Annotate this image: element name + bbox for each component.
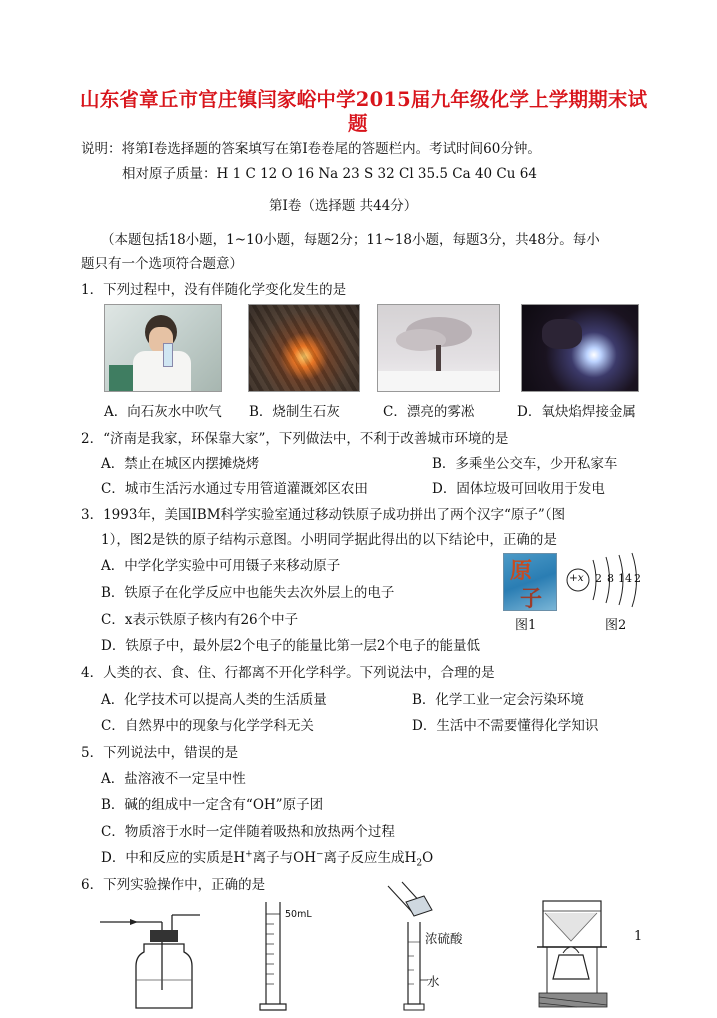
- q4-stem: 4．人类的衣、食、住、行都离不开化学科学。下列说法中，合理的是: [81, 665, 495, 681]
- figure-2-shell-3: 14: [618, 572, 632, 585]
- photo-welding: [521, 304, 639, 392]
- figure-1-char-2: 子: [520, 586, 543, 611]
- q2-option-c: C．城市生活污水通过专用管道灌溉郊区农田: [101, 481, 368, 497]
- q5-option-c: C．物质溶于水时一定伴随着吸热和放热两个过程: [101, 824, 395, 840]
- q4-option-a: A．化学技术可以提高人类的生活质量: [101, 692, 327, 708]
- q4-option-b: B．化学工业一定会污染环境: [412, 692, 584, 708]
- q2-stem: 2．“济南是我家，环保靠大家”，下列做法中，不利于改善城市环境的是: [81, 431, 509, 447]
- q5-stem: 5．下列说法中，错误的是: [81, 745, 239, 761]
- figure-1-image: [503, 553, 557, 611]
- figure-1-char-1: 原: [510, 558, 533, 584]
- q2-option-b: B．多乘坐公交车，少开私家车: [432, 456, 618, 472]
- q2-option-d: D．固体垃圾可回收用于发电: [432, 481, 605, 497]
- section-title: 第Ⅰ卷（选择题 共44分）: [269, 198, 418, 214]
- q4-option-d: D．生活中不需要懂得化学知识: [412, 718, 599, 734]
- title-line-1: 山东省章丘市官庄镇闫家峪中学2015届九年级化学上学期期末试: [80, 88, 648, 111]
- beaker-heating-setup: [537, 897, 617, 1015]
- section-note-1: （本题包括18小题，1~10小题，每题2分；11~18小题，每题3分，共48分。每小: [101, 232, 600, 248]
- q1-stem: 1．下列过程中，没有伴随化学变化发生的是: [81, 282, 347, 298]
- photo-lime-kiln: [248, 304, 360, 392]
- q5-option-a: A．盐溶液不一定呈中性: [101, 771, 246, 787]
- page-number: 1: [634, 929, 643, 944]
- q5-d-sup-2: −: [316, 849, 324, 860]
- title-line-2: 题: [348, 112, 368, 135]
- q2-option-a: A．禁止在城区内摆摊烧烤: [101, 456, 260, 472]
- q1-option-c: C．漂亮的雾凇: [383, 404, 475, 420]
- cylinder-label: 50mL: [285, 909, 312, 920]
- q1-option-d: D．氧炔焰焊接金属: [517, 404, 636, 420]
- figure-2-shell-2: 8: [607, 572, 614, 585]
- instructions: 说明：将第Ⅰ卷选择题的答案填写在第Ⅰ卷卷尾的答题栏内。考试时间60分钟。: [81, 141, 541, 157]
- q5-d-prefix: D．中和反应的实质是H: [101, 850, 246, 866]
- q5-d-suffix: 离子反应生成H: [323, 850, 417, 866]
- q3-option-a: A．中学化学实验中可用镊子来移动原子: [101, 558, 341, 574]
- figure-2-shell-1: 2: [595, 572, 602, 585]
- q3-option-c: C．x表示铁原子核内有26个中子: [101, 612, 299, 628]
- section-note-2: 题只有一个选项符合题意）: [81, 256, 243, 272]
- water-label: 水: [427, 974, 440, 989]
- q3-stem-1: 3．1993年，美国IBM科学实验室通过移动铁原子成功拼出了两个汉字“原子”（图: [81, 507, 566, 523]
- figure-2-shell-4: 2: [634, 572, 641, 585]
- q4-option-c: C．自然界中的现象与化学学科无关: [101, 718, 314, 734]
- q6-stem: 6．下列实验操作中，正确的是: [81, 877, 266, 893]
- q5-option-b: B．碱的组成中一定含有“OH”原子团: [101, 797, 324, 813]
- q1-option-b: B．烧制生石灰: [249, 404, 340, 420]
- q5-d-sup-1: +: [245, 849, 253, 860]
- acid-dilution-setup: [384, 882, 464, 1012]
- photo-rime-tree: [377, 304, 500, 392]
- figure-1-caption: 图1: [515, 618, 537, 633]
- photo-student-blowing: [104, 304, 222, 392]
- q3-option-b: B．铁原子在化学反应中也能失去次外层上的电子: [101, 585, 395, 601]
- atomic-masses: 相对原子质量：H 1 C 12 O 16 Na 23 S 32 Cl 35.5 Ca 40 Cu 64: [122, 166, 537, 182]
- gas-washing-bottle: [100, 900, 210, 1010]
- q5-d-sub: 2: [416, 858, 423, 869]
- q3-option-d: D．铁原子中，最外层2个电子的能量比第一层2个电子的能量低: [101, 638, 481, 654]
- q3-stem-2: 1），图2是铁的原子结构示意图。小明同学据此得出的以下结论中，正确的是: [101, 532, 557, 548]
- q5-d-end: O: [422, 850, 434, 866]
- figure-2-nucleus: +x: [569, 572, 584, 584]
- figure-2-caption: 图2: [605, 618, 627, 633]
- acid-label: 浓硫酸: [425, 931, 463, 946]
- q1-option-a: A．向石灰水中吹气: [104, 404, 222, 420]
- q5-d-mid: 离子与OH: [252, 850, 316, 866]
- q5-option-d: [101, 846, 433, 869]
